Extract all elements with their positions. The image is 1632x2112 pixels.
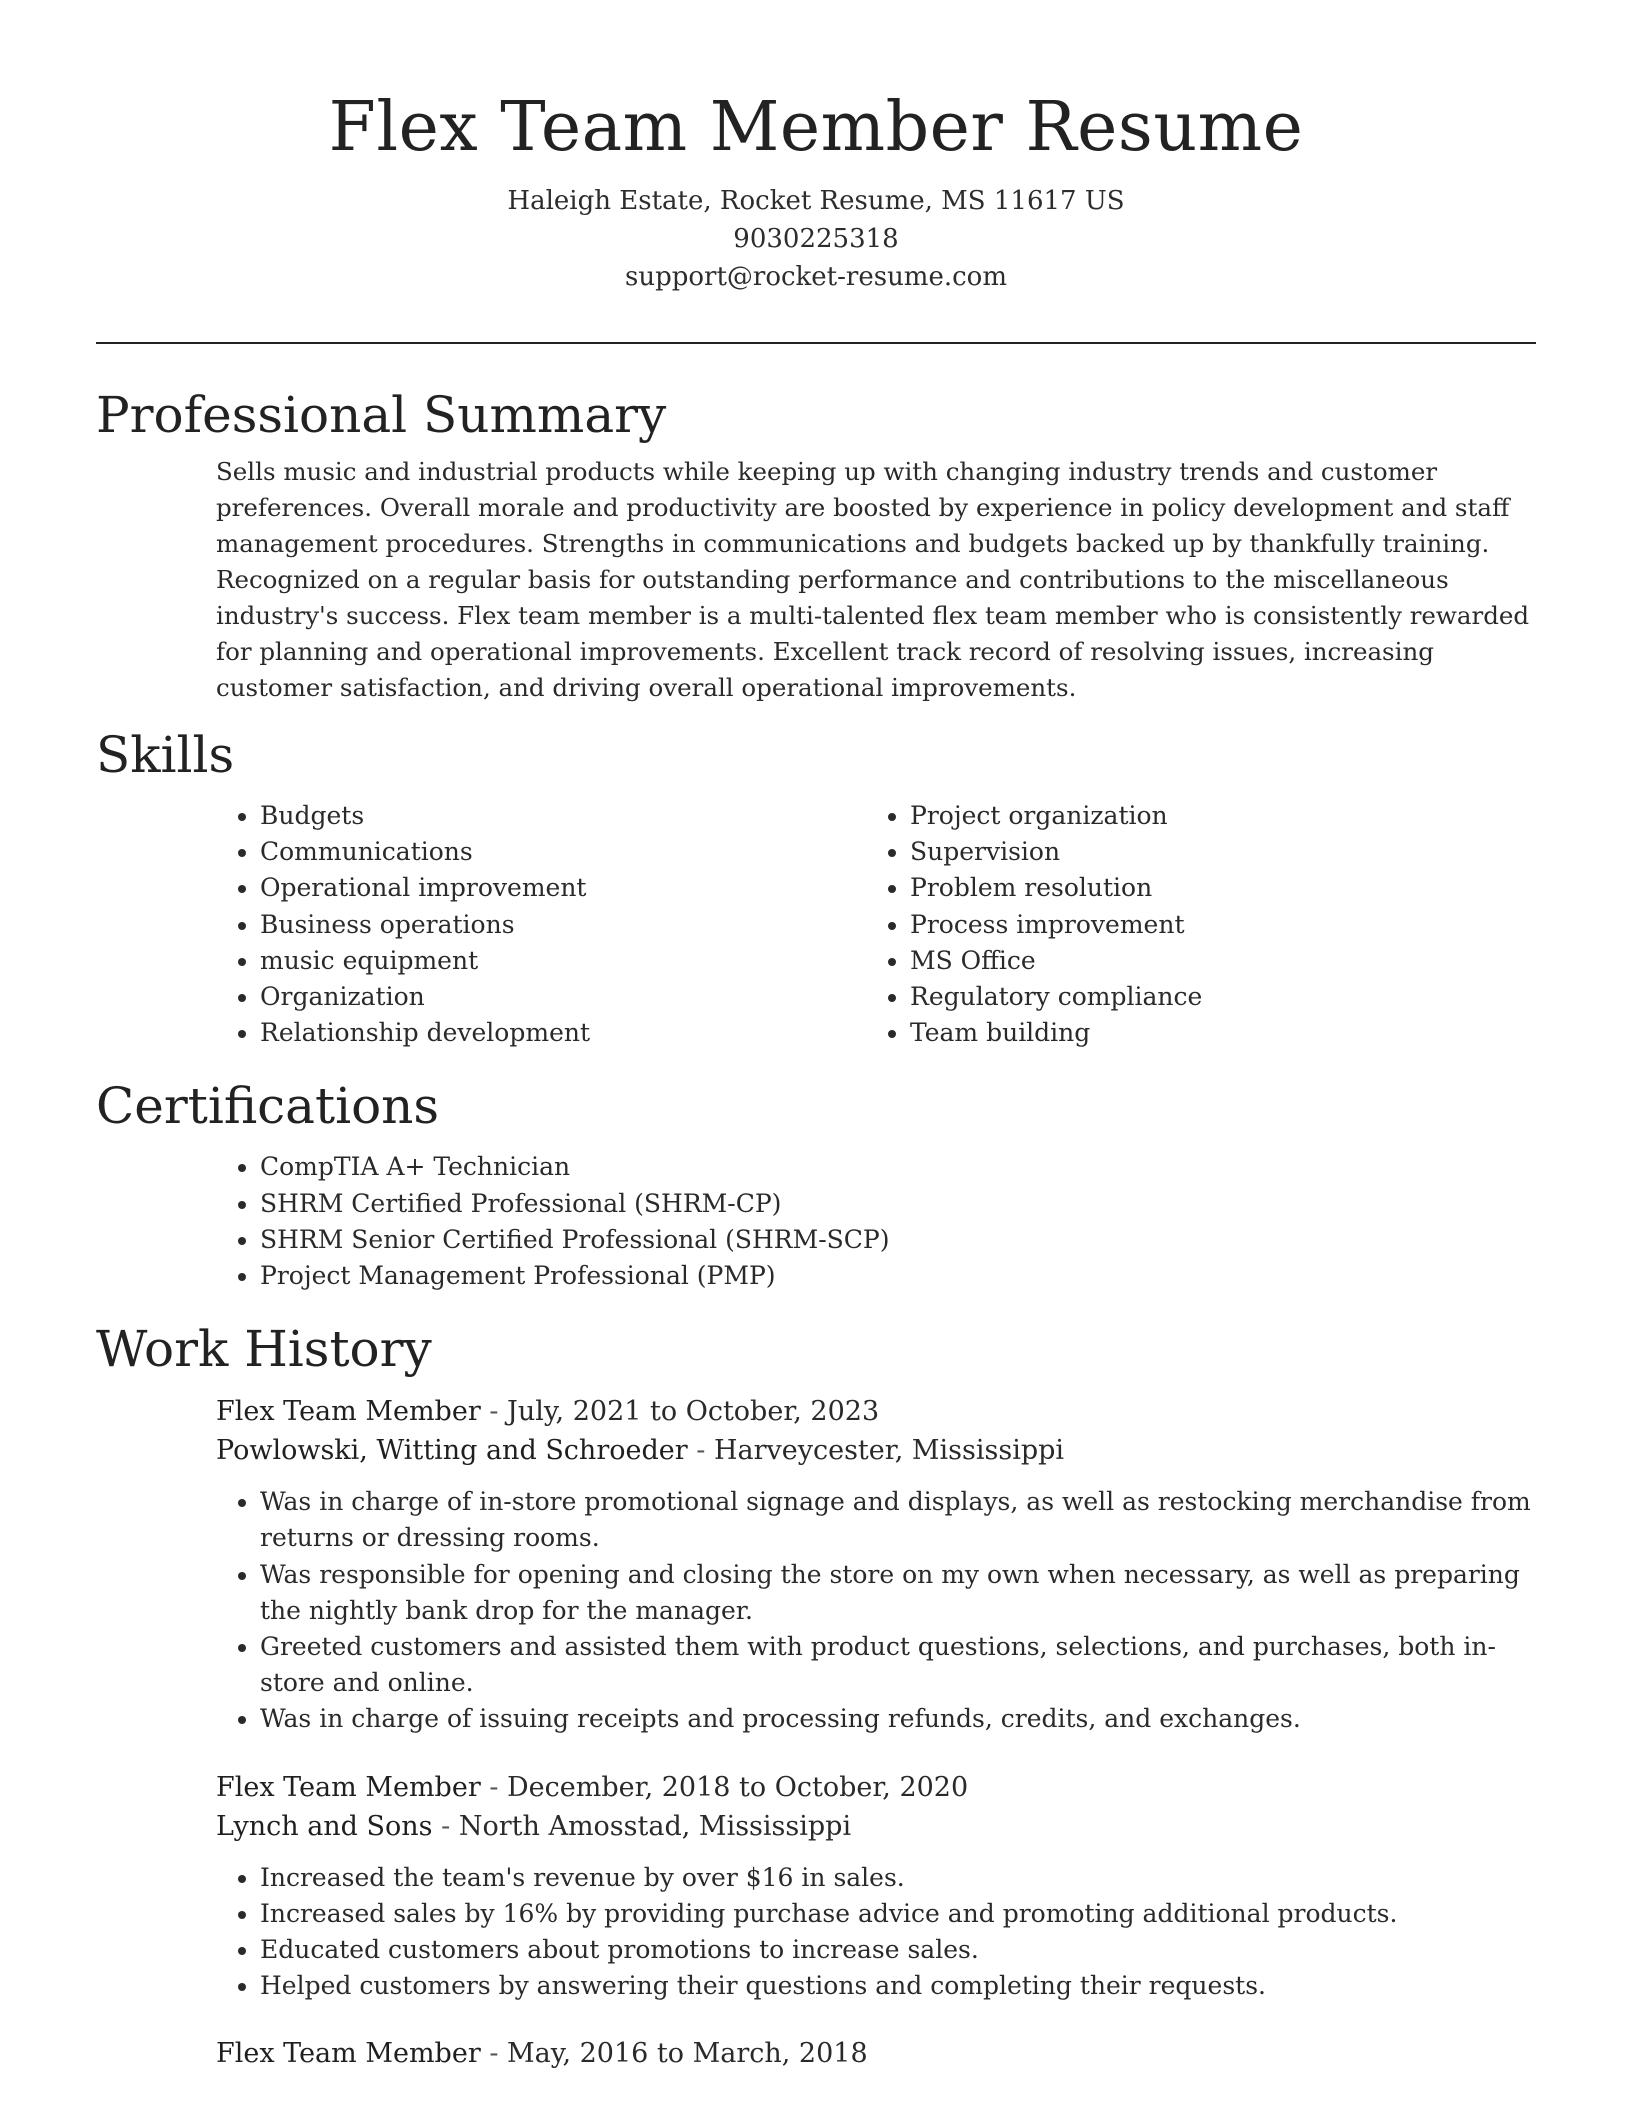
job-location: North Amosstad, Mississippi	[458, 1810, 852, 1842]
contact-info	[0, 182, 1632, 296]
separator: -	[432, 1810, 459, 1842]
job-company: Powlowski, Witting and Schroeder	[216, 1435, 688, 1467]
duty-item: • Increased the team's revenue by over $16 in sales.	[260, 1860, 1536, 1896]
duty-item: • Greeted customers and assisted them with product questions, selections, and purchases, both in-store and online.	[260, 1629, 1536, 1701]
skill-item: • Regulatory compliance	[910, 979, 1536, 1015]
duty-item: • Was in charge of issuing receipts and processing refunds, credits, and exchanges.	[260, 1701, 1536, 1737]
certification-item: • SHRM Certified Professional (SHRM-CP)	[260, 1186, 1536, 1222]
skill-item: • music equipment	[260, 943, 866, 979]
job-title: Flex Team Member	[216, 1396, 481, 1428]
summary-heading: Professional Summary	[96, 386, 667, 444]
job-dates: December, 2018 to October, 2020	[507, 1771, 969, 1803]
job-entry	[216, 1392, 1536, 1737]
resume-content	[96, 380, 1536, 2073]
duty-item: • Was in charge of in-store promotional signage and displays, as well as restocking merchandise from returns or dressing rooms.	[260, 1484, 1536, 1556]
job-title: Flex Team Member	[216, 1771, 481, 1803]
work-history-heading: Work History	[96, 1320, 432, 1379]
skills-section	[96, 720, 1536, 1051]
summary-section	[96, 380, 1536, 706]
resume-header	[0, 0, 1632, 296]
job-duties	[216, 1860, 1536, 2005]
job-company: Lynch and Sons	[216, 1810, 433, 1842]
skill-item: • Project organization	[910, 798, 1536, 834]
skill-item: • Business operations	[260, 907, 866, 943]
job-company-line	[216, 1807, 1536, 1846]
summary-text: Sells music and industrial products while keeping up with changing industry trends and customer preferences. Overall morale and productivity are boosted by experience in policy development and staff management procedures. Strengths in communications and budgets backed up by thankfully training. Recognized on a regular basis for outstanding performance and contributions to the miscellaneous industry's success. Flex team member is a multi-talented flex team member who is consistently rewarded for planning and operational improvements. Excellent track record of resolving issues, increasing customer satisfaction, and driving overall operational improvements.	[216, 457, 1530, 702]
skills-list-right	[866, 798, 1536, 1051]
certifications-heading: Certifications	[96, 1077, 440, 1136]
skill-item: • Relationship development	[260, 1015, 866, 1051]
email: support@rocket-resume.com	[624, 262, 1007, 292]
header-divider	[96, 342, 1536, 344]
skill-item: • Budgets	[260, 798, 866, 834]
skill-item: • MS Office	[910, 943, 1536, 979]
duty-item: • Educated customers about promotions to increase sales.	[260, 1932, 1536, 1968]
skill-item: • Operational improvement	[260, 870, 866, 906]
resume-title: Flex Team Member Resume	[328, 88, 1304, 167]
job-title: Flex Team Member	[216, 2038, 481, 2070]
skill-item: • Supervision	[910, 834, 1536, 870]
job-location: Harveycester, Mississippi	[713, 1435, 1065, 1467]
job-entry	[216, 2034, 1536, 2073]
job-duties	[216, 1484, 1536, 1737]
duty-item: • Was responsible for opening and closing the store on my own when necessary, as well as preparing the nightly bank drop for the manager.	[260, 1557, 1536, 1629]
skill-item: • Team building	[910, 1015, 1536, 1051]
job-entry	[216, 1768, 1536, 2005]
certifications-section	[96, 1071, 1536, 1294]
duty-item: • Increased sales by 16% by providing purchase advice and promoting additional products.	[260, 1896, 1536, 1932]
skills-list-left	[216, 798, 866, 1051]
separator: -	[687, 1435, 714, 1467]
separator: -	[480, 1396, 508, 1428]
job-company-line	[216, 1431, 1536, 1470]
skill-item: • Problem resolution	[910, 870, 1536, 906]
job-dates: July, 2021 to October, 2023	[507, 1396, 880, 1428]
separator: -	[480, 1771, 508, 1803]
job-dates: May, 2016 to March, 2018	[507, 2038, 868, 2070]
job-title-line	[216, 1768, 1536, 1807]
certification-item: • Project Management Professional (PMP)	[260, 1258, 1536, 1294]
skill-item: • Organization	[260, 979, 866, 1015]
certifications-list	[216, 1149, 1536, 1294]
skills-heading: Skills	[96, 726, 235, 784]
duty-item: • Helped customers by answering their questions and completing their requests.	[260, 1968, 1536, 2004]
phone: 9030225318	[733, 224, 899, 254]
job-title-line	[216, 2034, 1536, 2073]
certification-item: • SHRM Senior Certified Professional (SHRM-SCP)	[260, 1222, 1536, 1258]
certification-item: • CompTIA A+ Technician	[260, 1149, 1536, 1185]
address: Haleigh Estate, Rocket Resume, MS 11617 US	[507, 186, 1125, 216]
job-title-line	[216, 1392, 1536, 1431]
skill-item: • Communications	[260, 834, 866, 870]
skill-item: • Process improvement	[910, 907, 1536, 943]
work-history-section	[96, 1314, 1536, 2073]
separator: -	[480, 2038, 508, 2070]
